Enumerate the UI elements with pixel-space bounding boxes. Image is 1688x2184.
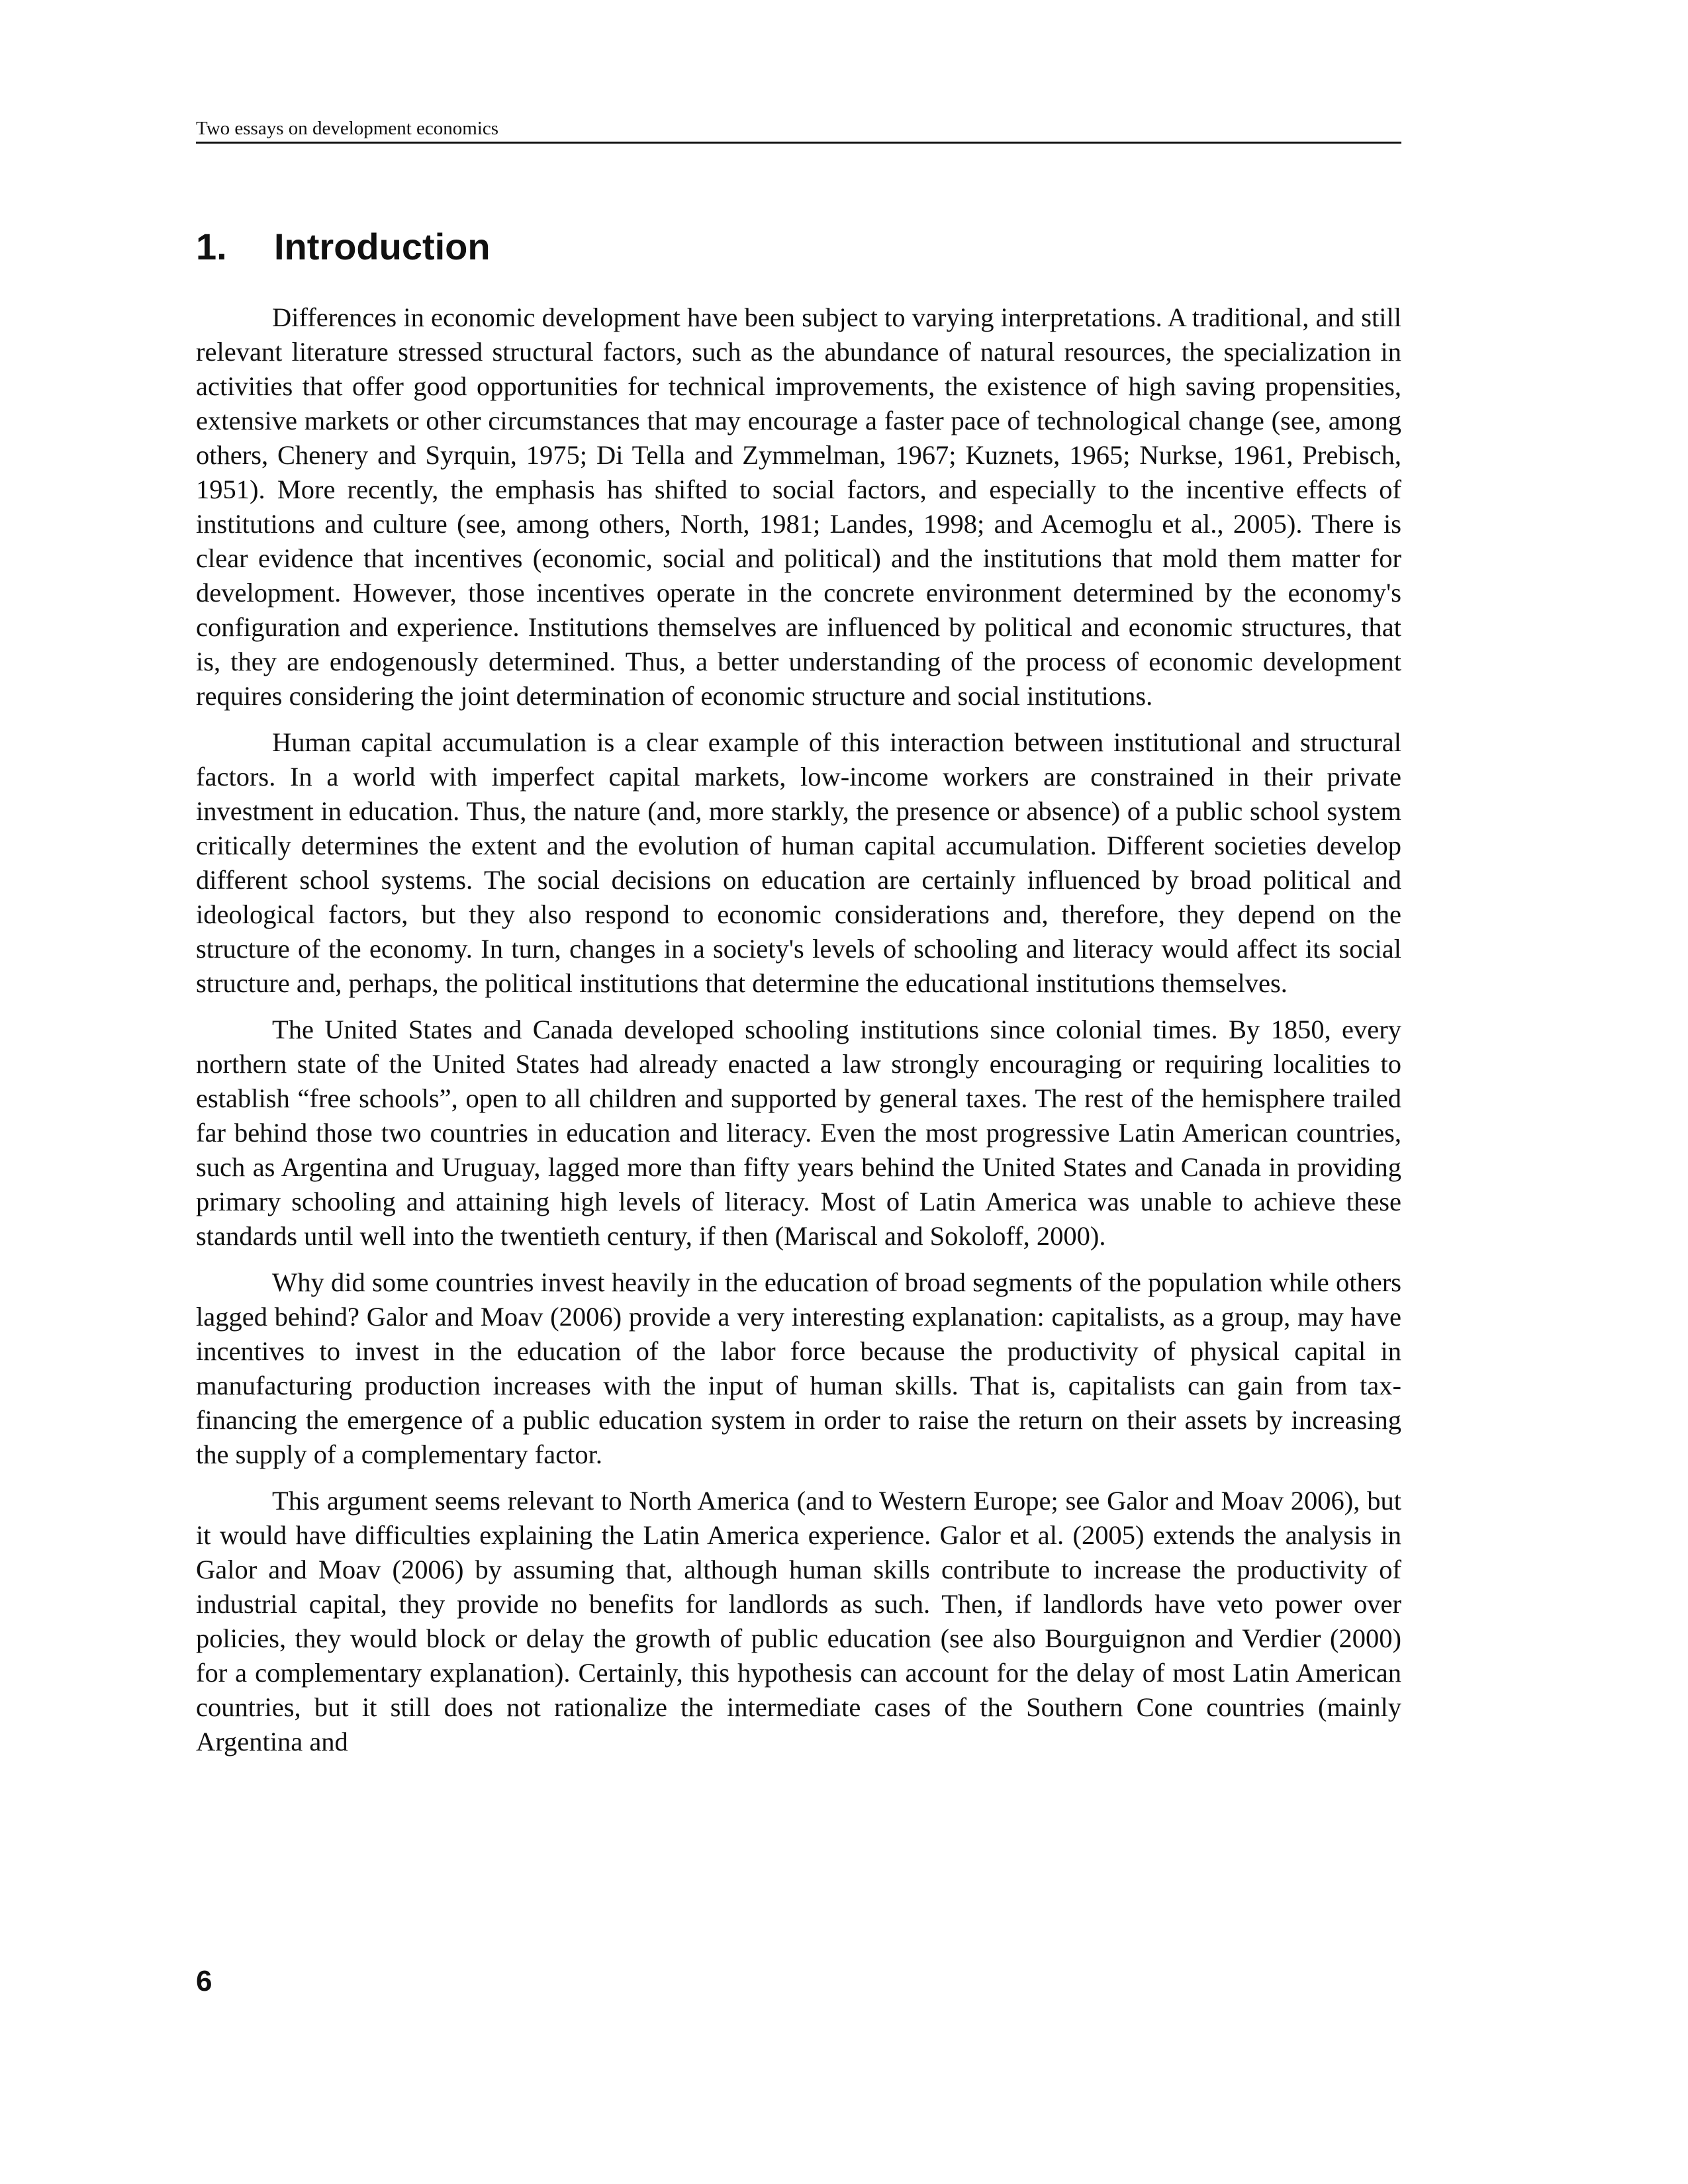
paragraph-3: The United States and Canada developed schooling institutions since colonial times. By 1850, every northern state of the United States had already enacted a law strongly encouraging or requiring localities to establish “free schools”, open to all children and supported by general taxes. The rest of the hemisphere trailed far behind those two countries in education and literacy. Even the most progressive Latin American countries, such as Argentina and Uruguay, lagged more than fifty years behind the United States and Canada in providing primary schooling and attaining high levels of literacy. Most of Latin America was unable to achieve these standards until well into the twentieth century, if then (Mariscal and Sokoloff, 2000).	[196, 1015, 1401, 1251]
paragraph-5: This argument seems relevant to North America (and to Western Europe; see Galor and Moav 2006), but it would have difficulties explaining the Latin America experience. Galor et al. (2005) extends the analysis in Galor and Moav (2006) by assuming that, although human skills contribute to increase the productivity of industrial capital, they provide no benefits for landlords as such. Then, if landlords have veto power over policies, they would block or delay the growth of public education (see also Bourguignon and Verdier (2000) for a complementary explanation). Certainly, this hypothesis can account for the delay of most Latin American countries, but it still does not rationalize the intermediate cases of the Southern Cone countries (mainly Argentina and	[196, 1486, 1401, 1756]
running-header: Two essays on development economics	[196, 116, 1401, 144]
paragraph-1: Differences in economic development have been subject to varying interpretations. A traditional, and still relevant literature stressed structural factors, such as the abundance of natural resources, the specialization in activities that offer good opportunities for technical improvements, the existence of high saving propensities, extensive markets or other circumstances that may encourage a faster pace of technological change (see, among others, Chenery and Syrquin, 1975; Di Tella and Zymmelman, 1967; Kuznets, 1965; Nurkse, 1961, Prebisch, 1951). More recently, the emphasis has shifted to social factors, and especially to the incentive effects of institutions and culture (see, among others, North, 1981; Landes, 1998; and Acemoglu et al., 2005). There is clear evidence that incentives (economic, social and political) and the institutions that mold them matter for development. However, those incentives operate in the concrete environment determined by the economy's configuration and experience. Institutions themselves are influenced by political and economic structures, that is, they are endogenously determined. Thus, a better understanding of the process of economic development requires considering the joint determination of economic structure and social institutions.	[196, 302, 1401, 711]
page-number: 6	[196, 1965, 212, 1997]
section-heading	[196, 225, 1401, 269]
section-title: Introduction	[274, 226, 491, 267]
paragraph-2: Human capital accumulation is a clear example of this interaction between institutional and structural factors. In a world with imperfect capital markets, low-income workers are constrained in their private investment in education. Thus, the nature (and, more starkly, the presence or absence) of a public school system critically determines the extent and the evolution of human capital accumulation. Different societies develop different school systems. The social decisions on education are certainly influenced by broad political and ideological factors, but they also respond to economic considerations and, therefore, they depend on the structure of the economy. In turn, changes in a society's levels of schooling and literacy would affect its social structure and, perhaps, the political institutions that determine the educational institutions themselves.	[196, 727, 1401, 998]
body-text	[196, 300, 1401, 1771]
paragraph-4: Why did some countries invest heavily in the education of broad segments of the population while others lagged behind? Galor and Moav (2006) provide a very interesting explanation: capitalists, as a group, may have incentives to invest in the education of the labor force because the productivity of physical capital in manufacturing production increases with the input of human skills. That is, capitalists can gain from tax-financing the emergence of a public education system in order to raise the return on their assets by increasing the supply of a complementary factor.	[196, 1267, 1401, 1469]
section-number: 1.	[196, 226, 227, 267]
